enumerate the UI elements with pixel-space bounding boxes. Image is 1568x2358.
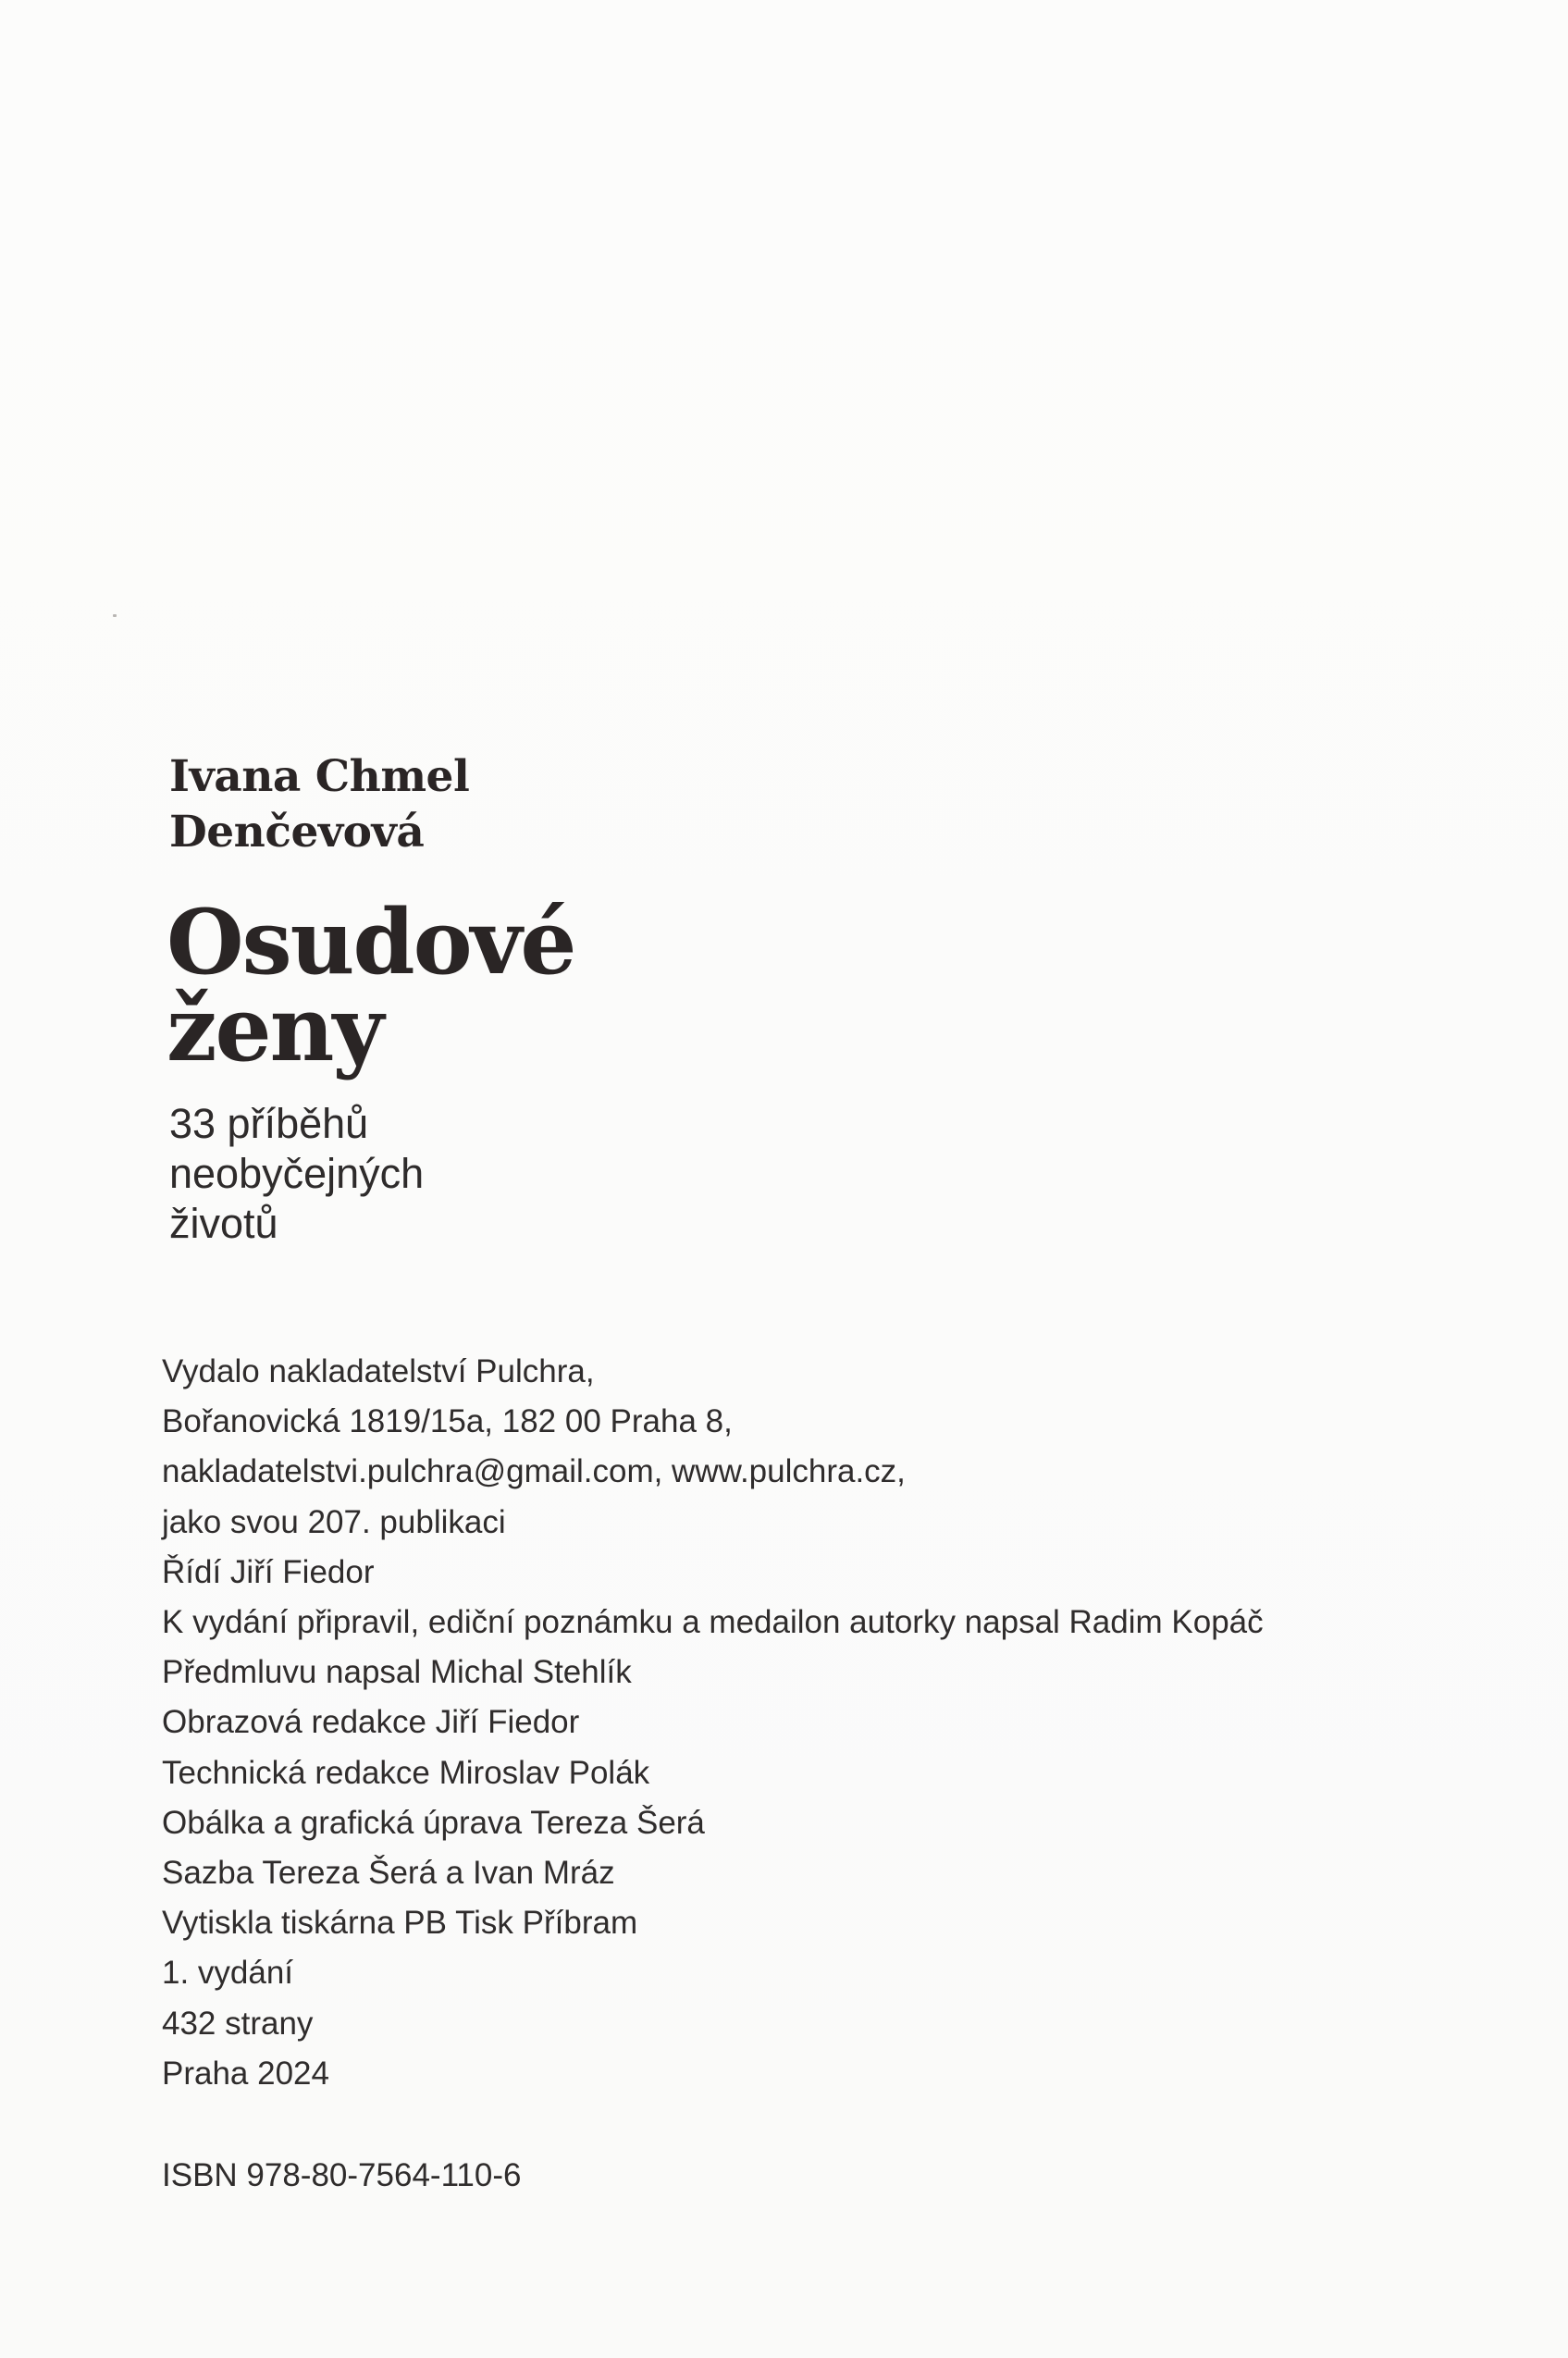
book-title-line-2: ženy [167,977,383,1081]
imprint-line-picture-editor: Obrazová redakce Jiří Fiedor [162,1704,580,1741]
imprint-line-address: Bořanovická 1819/15a, 182 00 Praha 8, [162,1403,733,1440]
book-title-line-1: Osudové [167,890,575,994]
imprint-line-publisher: Vydalo nakladatelství Pulchra, [162,1353,595,1389]
author-name-line-1: Ivana Chmel [169,751,470,802]
imprint-line-editor: K vydání připravil, ediční poznámku a medailon autorky napsal Radim Kopáč [162,1604,1264,1641]
imprint-line-edition: 1. vydání [162,1955,294,1992]
imprint-line-foreword: Předmluvu napsal Michal Stehlík [162,1654,632,1691]
book-subtitle [169,1099,424,1249]
imprint-line-place-year: Praha 2024 [162,2055,329,2092]
author-name-line-2: Denčevová [169,807,425,858]
book-subtitle-line-1: 33 příběhů [169,1100,369,1147]
imprint-line-contact: nakladatelstvi.pulchra@gmail.com, www.pulchra.cz, [162,1453,906,1490]
author-name [169,749,469,860]
imprint-line-page-count: 432 strany [162,2005,314,2042]
book-subtitle-line-2: neobyčejných [169,1150,425,1197]
imprint-line-technical-editor: Technická redakce Miroslav Polák [162,1754,650,1791]
book-title [167,890,575,1081]
paper-speck [113,614,117,617]
publisher-imprint [162,1347,1264,2099]
imprint-line-cover-design: Obálka a grafická úprava Tereza Šerá [162,1804,705,1841]
imprint-line-printer: Vytiskla tiskárna PB Tisk Příbram [162,1905,638,1942]
imprint-line-director: Řídí Jiří Fiedor [162,1553,375,1590]
imprint-line-publication-number: jako svou 207. publikaci [162,1503,506,1540]
book-subtitle-line-3: životů [169,1200,278,1247]
imprint-line-typesetting: Sazba Tereza Šerá a Ivan Mráz [162,1855,615,1892]
isbn-number: ISBN 978-80-7564-110-6 [162,2157,522,2193]
